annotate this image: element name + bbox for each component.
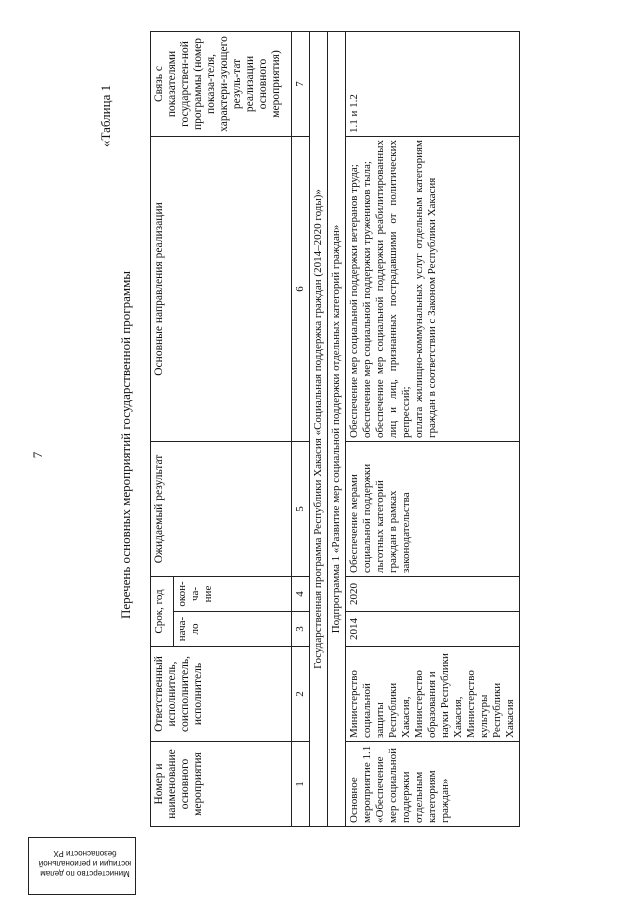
direction-item: обеспечение мер социальной поддержки реабилитированных лиц и лиц, признанных пострадавшими от политических репрессий; [374,139,412,438]
direction-item: Обеспечение мер социальной поддержки ветеранов труда; [348,164,360,438]
subprogram-row [328,31,346,826]
registration-stamp [28,837,136,895]
stamp-text [35,837,135,889]
column-number-2: 2 [292,647,310,742]
stamp-line-1: Министерство по делам [40,869,130,878]
table-row [346,31,520,826]
document-title: Перечень основных мероприятий государственной программы [118,270,133,620]
page-number: 7 [30,451,45,459]
column-number-4: 4 [292,576,310,611]
measure-expected-result: Обеспечение мерами социальной поддержки льготных категорий граждан в рамках законодательства [346,441,520,576]
measures-table [150,31,520,827]
program-row [310,31,328,826]
column-number-5: 5 [292,441,310,576]
measure-directions [346,136,520,441]
header-directions: Основные направления реализации [151,136,292,441]
header-indicators-link: Связь с показателями государствен-ной программы (номер показа-теля, характери-зующего резуль-тат реализации основного мероприятия) [151,31,292,136]
measure-end-year: 2020 [346,576,520,611]
header-executor: Ответственный исполнитель, соисполнитель, исполнитель [151,647,292,742]
table-label: «Таблица 1 [98,84,113,147]
column-number-6: 6 [292,136,310,441]
measure-start-year: 2014 [346,612,520,647]
measure-indicators: 1.1 и 1.2 [346,31,520,136]
measure-name: Основное мероприятие 1.1 «Обеспечение мер социальной поддержки отдельным категориям граждан» [346,742,520,827]
column-number-7: 7 [292,31,310,136]
header-start: нача-ло [174,612,292,647]
header-end: окон-ча-ние [174,576,292,611]
header-term-group: Срок, год [151,576,174,646]
column-number-1: 1 [292,742,310,827]
stamp-line-2: юстиции и региональной [38,859,132,868]
column-number-3: 3 [292,612,310,647]
measure-executors: Министерство социальной защиты Республики Хакасия, Министерство образования и науки Республики Хакасия, Министерство культуры Республики Хакасия [346,647,520,742]
column-numbers-row [292,31,310,826]
direction-item: оплата жилищно-коммунальных услуг отдельным категориям граждан в соответствии с Законом Республики Хакасия [413,139,438,438]
header-expected-result: Ожидаемый результат [151,441,292,576]
subprogram-title: Подпрограмма 1 «Развитие мер социальной поддержки отдельных категорий граждан» [328,31,346,826]
header-number-name: Номер и наименование основного мероприятия [151,742,292,827]
program-title: Государственная программа Республики Хакасия «Социальная поддержка граждан (2014–2020 годы)» [310,31,328,826]
direction-item: обеспечение мер социальной поддержки тружеников тыла; [361,161,373,438]
stamp-line-3: безопасности РХ [53,849,117,858]
table-header-row [151,31,174,826]
